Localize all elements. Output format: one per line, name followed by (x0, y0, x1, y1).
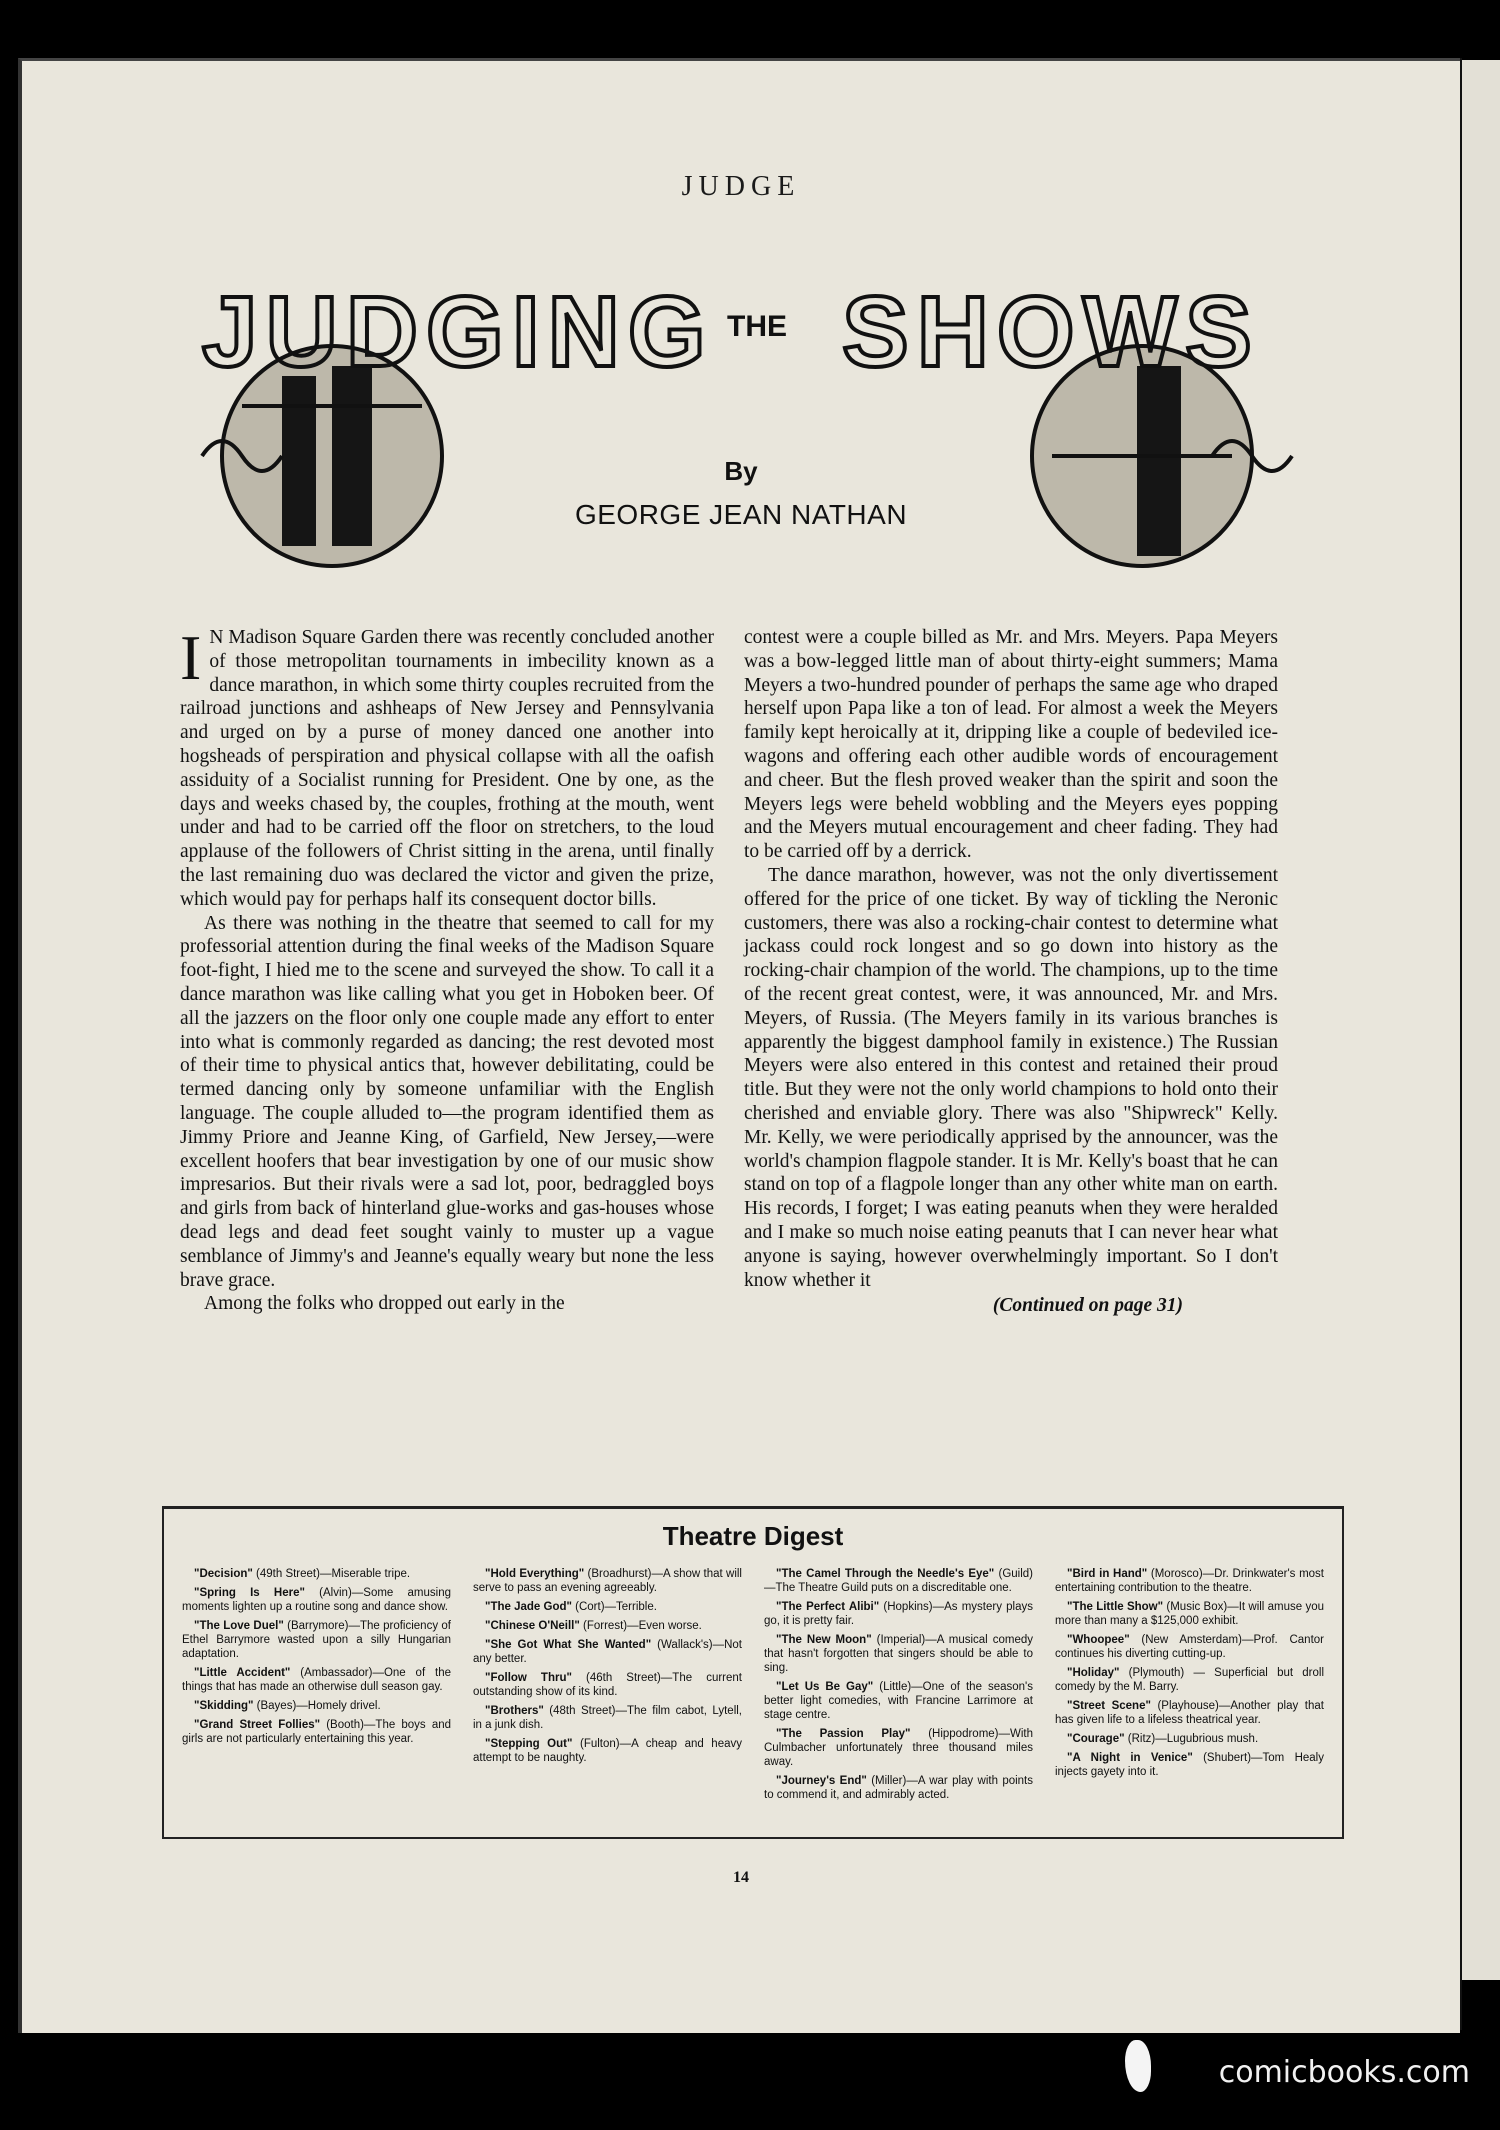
digest-review: (49th Street)—Miserable tripe. (252, 1568, 411, 1580)
digest-column (473, 1567, 742, 1827)
theatre-digest-box (162, 1506, 1344, 1839)
byline-by: By (724, 456, 758, 486)
digest-review: (Music Box)—It will amuse you more than many a $125,000 exhibit. (1055, 1601, 1325, 1627)
digest-show-title: "She Got What She Wanted" (485, 1639, 652, 1651)
digest-review: (Bayes)—Homely drivel. (253, 1700, 381, 1712)
digest-review: (Wallack's)—Not any better. (473, 1639, 742, 1665)
digest-review: (Broadhurst)—A show that will serve to pass an evening agreeably. (473, 1568, 742, 1594)
digest-review: (Fulton)—A cheap and heavy attempt to be naughty. (473, 1738, 742, 1764)
digest-review: (Cort)—Terrible. (571, 1601, 657, 1613)
masthead: JUDGE (681, 171, 801, 202)
digest-entry (473, 1600, 742, 1614)
digest-entry (182, 1666, 451, 1694)
digest-review: (Forrest)—Even worse. (579, 1620, 702, 1632)
digest-show-title: "Grand Street Follies" (194, 1719, 321, 1731)
digest-entry (764, 1600, 1033, 1628)
digest-review: (Barrymore)—The proficiency of Ethel Barrymore wasted upon a silly Hungarian adaptation. (182, 1620, 451, 1660)
digest-review: (Playhouse)—Another play that has given life to a lifeless theatrical year. (1055, 1700, 1324, 1726)
drop-cap: I (180, 622, 202, 693)
digest-review: (Little)—One of the season's better light comedies, with Francine Larrimore at stage centre. (764, 1681, 1033, 1721)
digest-column (182, 1567, 451, 1827)
digest-entry (1055, 1600, 1324, 1628)
digest-entry (473, 1567, 742, 1595)
digest-show-title: "Decision" (194, 1568, 253, 1580)
digest-review: (Hopkins)—As mystery plays go, it is pretty fair. (764, 1601, 1033, 1627)
digest-entry (764, 1633, 1033, 1675)
digest-entry (1055, 1567, 1324, 1595)
digest-show-title: "Stepping Out" (485, 1738, 573, 1750)
next-page-edge (1462, 60, 1500, 1980)
paragraph-text: N Madison Square Garden there was recently concluded another of those metropolitan tournaments in imbecility known as a dance marathon, in which some thirty couples recruited from the railroad junctions and ashheaps of New Jersey and Pennsylvania and urged on by a purse of money danced one another into hogsheads of perspiration and physical collapse with all the oafish assiduity of a Socialist running for President. One by one, as the days and weeks chased by, the couples, frothing at the mouth, went under and had to be carried off the floor on stretchers, to the loud applause of the followers of Christ sitting in the arena, until finally the last remaining duo was declared the victor and given the prize, which would pay for perhaps half its consequent doctor bills. (180, 627, 714, 910)
magazine-page (18, 58, 1460, 2033)
digest-entry (764, 1567, 1033, 1595)
digest-review: (Shubert)—Tom Healy injects gayety into it. (1055, 1752, 1324, 1778)
article-paragraph (180, 622, 714, 912)
digest-show-title: "Whoopee" (1067, 1634, 1130, 1646)
digest-entry (473, 1704, 742, 1732)
title-text-small: THE (727, 310, 787, 343)
digest-show-title: "Chinese O'Neill" (485, 1620, 580, 1632)
digest-review: (Guild)—The Theatre Guild puts on a discreditable one. (764, 1568, 1033, 1594)
digest-show-title: "Skidding" (194, 1700, 254, 1712)
digest-show-title: "Hold Everything" (485, 1568, 585, 1580)
watermark: comicbooks.com (1218, 2055, 1470, 2090)
digest-entry (473, 1619, 742, 1633)
digest-review: (46th Street)—The current outstanding show of its kind. (473, 1672, 742, 1698)
digest-entry (182, 1619, 451, 1661)
article-column-left (180, 622, 714, 1316)
digest-entry (182, 1586, 451, 1614)
digest-show-title: "The Love Duel" (194, 1620, 284, 1632)
digest-entry (182, 1567, 451, 1581)
digest-show-title: "Journey's End" (776, 1775, 867, 1787)
digest-show-title: "Holiday" (1067, 1667, 1120, 1679)
digest-show-title: "The Camel Through the Needle's Eye" (776, 1568, 995, 1580)
digest-entry (182, 1718, 451, 1746)
digest-show-title: "Spring Is Here" (194, 1587, 305, 1599)
digest-entry (764, 1774, 1033, 1802)
digest-show-title: "Let Us Be Gay" (776, 1681, 874, 1693)
digest-show-title: "Follow Thru" (485, 1672, 572, 1684)
digest-review: (New Amsterdam)—Prof. Cantor continues his diverting cutting-up. (1055, 1634, 1324, 1660)
digest-show-title: "Street Scene" (1067, 1700, 1151, 1712)
theatre-digest-title: Theatre Digest (662, 1521, 844, 1551)
digest-review: (Plymouth) — Superficial but droll comedy by the M. Barry. (1055, 1667, 1324, 1693)
digest-review: (48th Street)—The film cabot, Lytell, in a junk dish. (473, 1705, 742, 1731)
theatre-digest-columns (182, 1567, 1324, 1827)
digest-entry (473, 1737, 742, 1765)
article-column-right (744, 626, 1278, 1318)
digest-entry (1055, 1699, 1324, 1727)
digest-entry (473, 1671, 742, 1699)
digest-review: (Morosco)—Dr. Drinkwater's most entertaining contribution to the theatre. (1055, 1568, 1325, 1594)
digest-column (764, 1567, 1033, 1827)
article-paragraph: The dance marathon, however, was not the only divertissement offered for the price of one ticket. By way of tickling the Neronic customers, there was also a rocking-chair contest to determine what jackass could rock longest and so go down into history as the rocking-chair champion of the world. The champions, up to the time of the recent great contest, were, it was announced, Mr. and Mrs. Meyers, of Russia. (The Meyers family in its various branches is apparently the biggest damphool family in existence.) The Russian Meyers were also entered in this contest and retained their proud title. But they were not the only world champions to hold onto their cherished and enviable glory. There was also "Shipwreck" Kelly. Mr. Kelly, we were periodically apprised by the announcer, was the world's champion flagpole stander. It is Mr. Kelly's boast that he can stand on top of a flagpole longer than any other white man on earth. His records, I forget; I was eating peanuts when they were heralded and I make so much noise eating peanuts that I can never hear what anyone is saying, however overwhelmingly important. So I don't know whether it (744, 864, 1278, 1291)
article-paragraph: Among the folks who dropped out early in the (204, 1293, 565, 1315)
digest-show-title: "A Night in Venice" (1067, 1752, 1193, 1764)
digest-entry (1055, 1732, 1324, 1746)
digest-show-title: "Little Accident" (194, 1667, 291, 1679)
digest-review: (Hippodrome)—With Culmbacher unfortunately three thousand miles away. (764, 1728, 1033, 1768)
digest-review: (Alvin)—Some amusing moments lighten up a routine song and dance show. (182, 1587, 452, 1613)
title-text-left: JUDGING (202, 276, 714, 388)
digest-show-title: "The Little Show" (1067, 1601, 1164, 1613)
digest-entry (1055, 1666, 1324, 1694)
digest-show-title: "Bird in Hand" (1067, 1568, 1148, 1580)
digest-review: (Ambassador)—One of the things that has made an otherwise dull season gay. (182, 1667, 451, 1693)
digest-entry (1055, 1751, 1324, 1779)
digest-review: (Miller)—A war play with points to commend it, and admirably acted. (764, 1775, 1034, 1801)
scan-blot (1125, 2040, 1151, 2092)
digest-review: (Ritz)—Lugubrious mush. (1124, 1733, 1259, 1745)
digest-show-title: "The Perfect Alibi" (776, 1601, 880, 1613)
digest-entry (1055, 1633, 1324, 1661)
digest-entry (473, 1638, 742, 1666)
digest-show-title: "The Passion Play" (776, 1728, 911, 1740)
digest-review: (Booth)—The boys and girls are not particularly entertaining this year. (182, 1719, 452, 1745)
digest-show-title: "The Jade God" (485, 1601, 572, 1613)
digest-column (1055, 1567, 1324, 1827)
page-number: 14 (733, 1869, 749, 1886)
article-paragraph: contest were a couple billed as Mr. and Mrs. Meyers. Papa Meyers was a bow-legged little man of about thirty-eight summers; Mama Meyers a two-hundred pounder of perhaps the same age who draped herself upon Papa like a ton of lead. For almost a week the Meyers family kept heroically at it, dripping like a couple of bedeviled ice-wagons and offering each other audible words of encouragement and cheer. But the flesh proved weaker than the spirit and soon the Meyers legs were beheld wobbling and the Meyers eyes popping and the Meyers mutual encouragement and cheer fading. They had to be carried off by a derrick. (744, 627, 1278, 863)
article-paragraph: As there was nothing in the theatre that seemed to call for my professorial attention during the final weeks of the Madison Square foot-fight, I hied me to the scene and surveyed the show. To call it a dance marathon was like calling what you get in Hoboken beer. Of all the jazzers on the floor only one couple made any effort to enter into what is commonly regarded as dancing; the rest devoted most of their time to physical antics that, however debilitating, could be termed dancing only by someone unfamiliar with the English language. The couple alluded to—the program identified them as Jimmy Priore and Jeanne King, of Garfield, New Jersey,—were excellent hoofers that bear investigation by one of our music show impresarios. But their rivals were a sad lot, poor, bedraggled boys and girls from back of hinterland glue-works and gas-houses whose dead legs and dead feet sought vainly to muster up a vague semblance of Jimmy's and Jeanne's equally weary but none the less brave grace. (180, 912, 714, 1291)
digest-entry (764, 1680, 1033, 1722)
digest-entry (764, 1727, 1033, 1769)
digest-show-title: "Brothers" (485, 1705, 544, 1717)
digest-entry (182, 1699, 451, 1713)
digest-show-title: "Courage" (1067, 1733, 1125, 1745)
title-text-right: SHOWS (842, 276, 1260, 388)
byline-author: GEORGE JEAN NATHAN (574, 499, 908, 530)
continued-note: (Continued on page 31) (992, 1295, 1183, 1317)
digest-review: (Imperial)—A musical comedy that hasn't forgotten that singers should be able to sing. (764, 1634, 1033, 1674)
digest-show-title: "The New Moon" (776, 1634, 872, 1646)
